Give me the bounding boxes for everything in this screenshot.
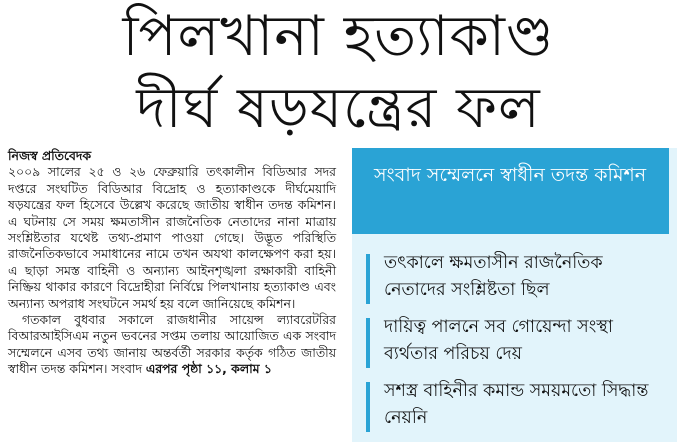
article-paragraph-1: ২০০৯ সালের ২৫ ও ২৬ ফেব্রুয়ারি তৎকালীন বিডিআর সদর দপ্তরে সংঘটিত বিডিআর বিদ্রোহ ও হত্যাকাণ্ডকে দীর্ঘমেয়াদি ষড়যন্ত্রের ফল হিসেবে উল্লেখ করেছে জাতীয় স্বাধীন তদন্ত কমিশন। এ ঘটনায় সে সময় ক্ষমতাসীন রাজনৈতিক নেতাদের নানা মাত্রায় সংশ্লিষ্টতার যথেষ্ট তথ্য-প্রমাণ পাওয়া গেছে। উদ্ভূত পরিস্থিতি রাজনৈতিকভাবে সমাধানের নামে তখন অযথা কালক্ষেপণ করা হয়। এ ছাড়া সমস্ত বাহিনী ও অন্যান্য আইনশৃঙ্খলা রক্ষাকারী বাহিনী নিষ্ক্রিয় থাকার কারণে বিদ্রোহীরা নির্বিঘ্নে পিলখানায় হত্যাকাণ্ড এবং অন্যান্য অপরাধ সংঘটনে সমর্থ হয় বলে জানিয়েছে কমিশন। [8,164,336,311]
article-paragraph-2 [8,312,336,378]
point-marker [366,382,370,432]
byline: নিজস্ব প্রতিবেদক [8,148,92,163]
sidebar-point-text: তৎকালে ক্ষমতাসীন রাজনৈতিক নেতাদের সংশ্লিষ্টতা ছিল [384,253,603,300]
headline-line-2: দীর্ঘ ষড়যন্ত্রের ফল [136,76,541,141]
article-paragraph-2-text: গতকাল বুধবার সকালে রাজধানীর সায়েন্স ল্যাবরেটরির বিআরআইসিএম নতুন ভবনের সপ্তম তলায় আয়োজিত এক সংবাদ সম্মেলনে এসব তথ্য জানায় অন্তর্বর্তী সরকার কর্তৃক গঠিত জাতীয় স্বাধীন তদন্ত কমিশন। সংবাদ [8,312,336,377]
point-marker [366,318,370,368]
continuation-note: এরপর পৃষ্ঠা ১১, কলাম ১ [145,361,272,377]
article-body [8,148,336,378]
sidebar-point-text: সশস্ত্র বাহিনীর কমান্ড সময়মতো সিদ্ধান্ত নেয়নি [384,381,649,428]
sidebar-point [366,250,666,304]
headline-line-1: পিলখানা হত্যাকাণ্ড [122,4,555,69]
sidebar-point [366,378,666,432]
sidebar-point-text: দায়িত্ব পালনে সব গোয়েন্দা সংস্থা ব্যর্থতার পরিচয় দেয় [384,317,613,364]
sidebar-point [366,314,666,368]
sidebar-title: সংবাদ সম্মেলনে স্বাধীন তদন্ত কমিশন [352,148,669,234]
sidebar-box [352,148,677,442]
point-marker [366,254,370,304]
